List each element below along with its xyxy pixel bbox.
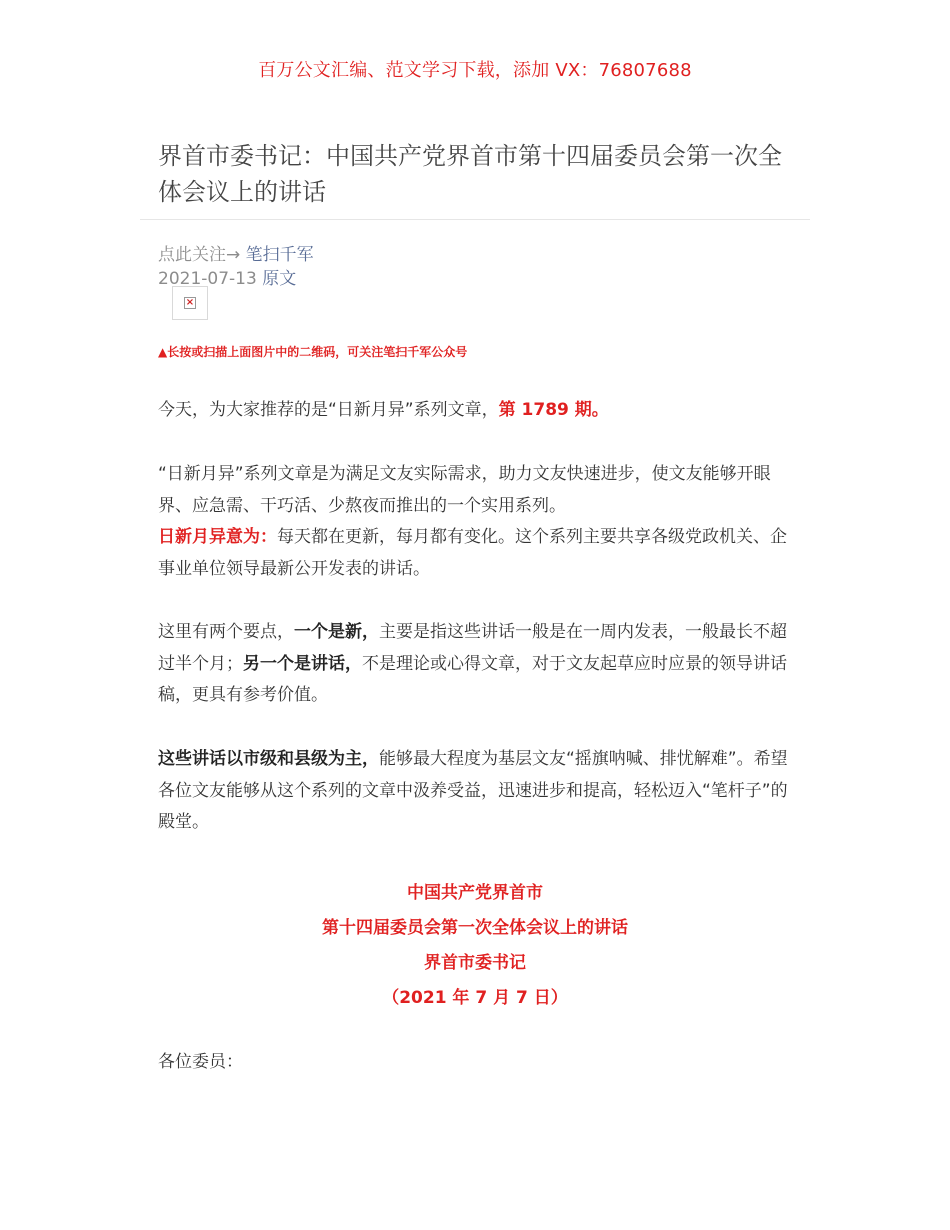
broken-image-icon: × xyxy=(185,297,195,308)
p5-bold: 这些讲话以市级和县级为主， xyxy=(158,749,379,769)
account-name-link[interactable]: 笔扫千军 xyxy=(245,245,314,265)
intro-paragraph-1 xyxy=(158,395,794,427)
follow-prefix: 点此关注→ xyxy=(158,245,246,265)
intro-paragraph-4 xyxy=(158,617,794,712)
speech-heading-line-2: 第十四届委员会第一次全体会议上的讲话 xyxy=(322,918,628,938)
intro-p1-text: 今天，为大家推荐的是“日新月异”系列文章， xyxy=(158,400,499,420)
issue-number: 第 1789 期。 xyxy=(498,400,609,420)
speech-heading-line-1: 中国共产党界首市 xyxy=(407,883,543,903)
original-link[interactable]: 原文 xyxy=(262,269,297,289)
speech-date: （2021 年 7 月 7 日） xyxy=(382,988,568,1008)
p4-d: 另一个是讲话， xyxy=(243,653,362,674)
p4-b: 一个是新， xyxy=(294,622,379,642)
meaning-text: 每天都在更新，每月都有变化。这个系列主要共享各级党政机关、企事业单位领导最新公开发表的讲话。 xyxy=(158,527,787,579)
p4-e: 不是理论或心得文章，对于文友起草应时应景的领导讲话稿，更具有参考价值。 xyxy=(158,653,787,705)
article-title: 界首市委书记：中国共产党界首市第十四届委员会第一次全体会议上的讲话 xyxy=(158,142,782,206)
intro-paragraph-5 xyxy=(158,744,794,839)
intro-paragraph-3 xyxy=(158,522,794,585)
publish-date: 2021-07-13 xyxy=(158,269,257,289)
qr-code-image-placeholder[interactable] xyxy=(172,286,208,320)
speech-heading-line-3: 界首市委书记 xyxy=(424,953,526,973)
p4-c: 主要是指这些讲话一般是在一周内发表，一般最长不超过半个月； xyxy=(158,622,787,674)
p4-a: 这里有两个要点， xyxy=(158,622,294,642)
greeting: 各位委员： xyxy=(158,1052,243,1072)
title-divider xyxy=(140,219,810,220)
intro-paragraph-2: “日新月异”系列文章是为满足文友实际需求，助力文友快速进步，使文友能够开眼界、应急需、干巧活、少熬夜而推出的一个实用系列。 xyxy=(158,464,771,516)
meaning-label: 日新月异意为： xyxy=(158,527,277,547)
follow-line xyxy=(158,240,314,265)
qr-caption: ▲长按或扫描上面图片中的二维码，可关注笔扫千军公众号 xyxy=(158,345,468,359)
promo-banner: 百万公文汇编、范文学习下载，添加 VX：76807688 xyxy=(258,60,692,81)
p5-text: 能够最大程度为基层文友“摇旗呐喊、排忧解难”。希望各位文友能够从这个系列的文章中汲养受益，迅速进步和提高，轻松迈入“笔杆子”的殿堂。 xyxy=(158,749,788,832)
